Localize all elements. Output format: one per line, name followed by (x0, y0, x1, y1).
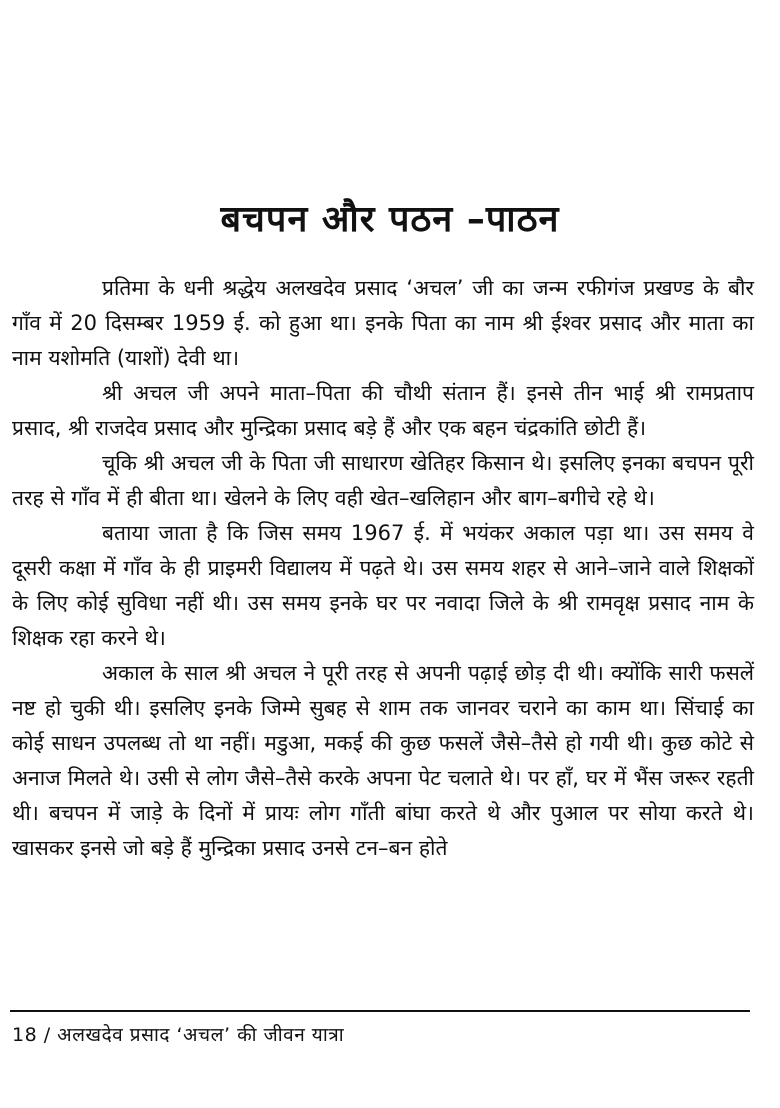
paragraph-4: बताया जाता है कि जिस समय 1967 ई. में भयंकर अकाल पड़ा था। उस समय वे दूसरी कक्षा में गाँव के ही प्राइमरी विद्यालय में पढ़ते थे। उस समय शहर से आने–जाने वाले शिक्षकों के लिए कोई सुविधा नहीं थी। उस समय इनके घर पर नवादा जिले के श्री रामवृक्ष प्रसाद नाम के शिक्षक रहा करने थे। (12, 521, 754, 650)
chapter-title: बचपन और पठन –पाठन (220, 199, 560, 240)
running-footer: 18 / अलखदेव प्रसाद ‘अचल’ की जीवन यात्रा (12, 1024, 345, 1046)
paragraph-3: चूकि श्री अचल जी के पिता जी साधारण खेतिहर किसान थे। इसलिए इनका बचपन पूरी तरह से गाँव में ही बीता था। खेलने के लिए वही खेत–खलिहान और बाग–बगीचे रहे थे। (12, 451, 754, 510)
body-text (12, 271, 754, 866)
paragraph-5: अकाल के साल श्री अचल ने पूरी तरह से अपनी पढ़ाई छोड़ दी थी। क्योंकि सारी फसलें नष्ट हो चुकी थी। इसलिए इनके जिम्मे सुबह से शाम तक जानवर चराने का काम था। सिंचाई का कोई साधन उपलब्ध तो था नहीं। मडुआ, मकई की कुछ फसलें जैसे–तैसे हो गयी थी। कुछ कोटे से अनाज मिलते थे। उसी से लोग जैसे–तैसे करके अपना पेट चलाते थे। पर हाँ, घर में भैंस जरूर रहती थी। बचपन में जाड़े के दिनों में प्रायः लोग गाँती बांघा करते थे और पुआल पर सोया करते थे। खासकर इनसे जो बड़े हैं मुन्द्रिका प्रसाद उनसे टन–बन होते (12, 661, 754, 860)
paragraph-1: प्रतिमा के धनी श्रद्धेय अलखदेव प्रसाद ‘अचल’ जी का जन्म रफीगंज प्रखण्ड के बौर गाँव में 20 दिसम्बर 1959 ई. को हुआ था। इनके पिता का नाम श्री ईश्वर प्रसाद और माता का नाम यशोमति (याशों) देवी था। (12, 276, 754, 370)
paragraph-2: श्री अचल जी अपने माता–पिता की चौथी संतान हैं। इनसे तीन भाई श्री रामप्रताप प्रसाद, श्री राजदेव प्रसाद और मुन्द्रिका प्रसाद बड़े हैं और एक बहन चंद्रकांति छोटी हैं। (12, 381, 754, 440)
footer-divider (10, 1010, 750, 1012)
